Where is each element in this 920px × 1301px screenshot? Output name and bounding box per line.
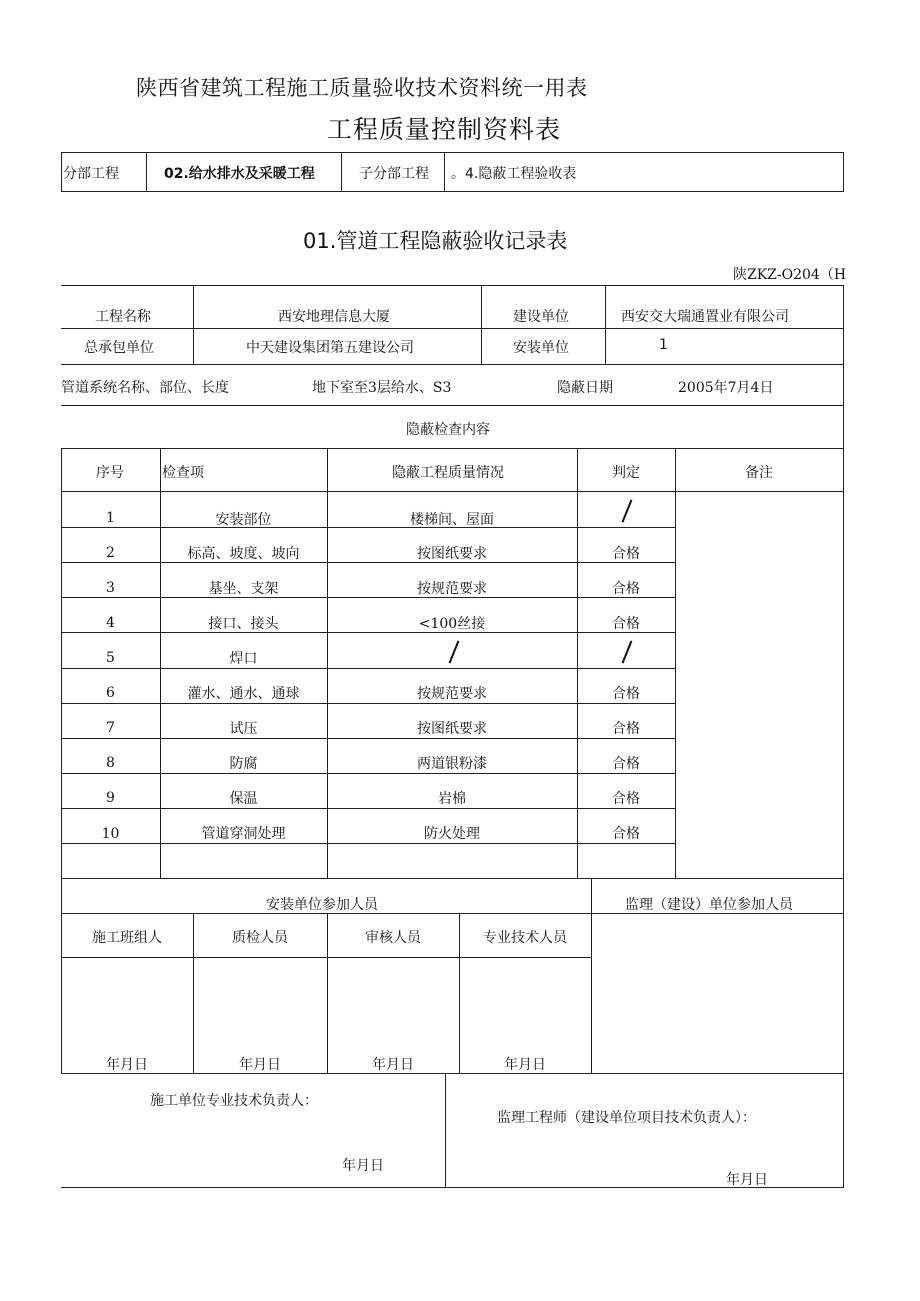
contractor-value: 中天建设集团第五建设公司 — [246, 340, 414, 356]
row-no: 7 — [106, 720, 115, 736]
row-judge: 合格 — [612, 546, 640, 562]
row-judge: 合格 — [612, 721, 640, 737]
row-quality: 楼梯间、屋面 — [410, 512, 494, 528]
date-team-leader: 年月日 — [106, 1057, 148, 1073]
supervisor-participants-title: 监理（建设）单位参加人员 — [625, 897, 793, 913]
row-no: 4 — [106, 615, 115, 631]
owner-label: 建设单位 — [513, 309, 569, 325]
section-title: 隐蔽检查内容 — [406, 422, 490, 438]
row-item: 标高、坡度、坡向 — [187, 546, 300, 562]
division-label: 分部工程 — [63, 166, 119, 182]
header-remark: 备注 — [745, 465, 773, 481]
row-quality: <100丝接 — [418, 616, 486, 632]
contractor-tech-lead-label: 施工单位专业技术负责人： — [150, 1093, 318, 1109]
owner-value: 西安交大瑞通置业有限公司 — [621, 309, 789, 325]
division-value: 02.给水排水及采暖工程 — [164, 166, 315, 182]
date-quality-inspector: 年月日 — [239, 1057, 281, 1073]
row-judge: 合格 — [612, 791, 640, 807]
row-no: 1 — [106, 510, 115, 526]
row-item: 防腐 — [229, 756, 258, 772]
slash-mark — [622, 640, 633, 663]
role-tech-staff: 专业技术人员 — [483, 930, 567, 946]
contractor-label: 总承包单位 — [84, 340, 154, 356]
header-judge: 判定 — [612, 465, 640, 481]
row-item: 管道穿洞处理 — [201, 826, 286, 842]
supervising-engineer-date: 年月日 — [726, 1172, 768, 1188]
row-item: 焊口 — [229, 651, 258, 667]
row-quality: 岩棉 — [438, 791, 466, 807]
subdivision-label: 子分部工程 — [359, 166, 429, 182]
row-judge: 合格 — [612, 826, 640, 842]
role-reviewer: 审核人员 — [365, 930, 421, 946]
row-no: 2 — [106, 545, 115, 561]
row-item: 灌水、通水、通球 — [187, 686, 300, 702]
project-name-label: 工程名称 — [95, 309, 151, 325]
header-quality: 隐蔽工程质量情况 — [392, 465, 504, 481]
role-team-leader: 施工班组人 — [92, 930, 162, 946]
row-quality: 按图纸要求 — [417, 546, 487, 562]
row-item: 基坐、支架 — [208, 581, 279, 597]
hidden-date-value: 2005年7月4日 — [678, 380, 774, 396]
system-value: 地下室至3层给水、S3 — [312, 380, 452, 396]
row-no: 6 — [106, 685, 115, 701]
header-item: 检查项 — [162, 465, 204, 481]
row-quality: 按图纸要求 — [417, 721, 487, 737]
role-quality-inspector: 质检人员 — [232, 930, 288, 946]
row-judge: 合格 — [612, 756, 640, 772]
row-quality: 防火处理 — [424, 826, 480, 842]
row-judge: 合格 — [612, 686, 640, 702]
slash-mark — [622, 499, 633, 522]
row-item: 安装部位 — [215, 512, 272, 528]
hidden-date-label: 隐蔽日期 — [557, 380, 613, 396]
form-title: 01.管道工程隐蔽验收记录表 — [303, 229, 568, 253]
row-item: 接口、接头 — [208, 616, 279, 632]
row-judge: 合格 — [612, 581, 640, 597]
installer-participants-title: 安装单位参加人员 — [266, 897, 378, 913]
subdivision-value: 。4.隐蔽工程验收表 — [451, 166, 577, 182]
row-quality: 按规范要求 — [417, 581, 487, 597]
date-tech-staff: 年月日 — [504, 1057, 546, 1073]
row-no: 3 — [106, 580, 115, 596]
contractor-tech-lead-date: 年月日 — [342, 1158, 384, 1174]
row-no: 5 — [106, 650, 115, 666]
installer-value: 1 — [659, 337, 668, 353]
row-judge: 合格 — [612, 616, 640, 632]
document-subtitle: 工程质量控制资料表 — [327, 115, 562, 144]
date-reviewer: 年月日 — [372, 1057, 414, 1073]
row-no: 9 — [106, 790, 115, 806]
system-label: 管道系统名称、部位、长度 — [61, 380, 229, 396]
row-no: 10 — [101, 826, 120, 842]
slash-mark — [449, 640, 460, 663]
installer-label: 安装单位 — [513, 340, 569, 356]
row-item: 试压 — [229, 721, 258, 737]
row-no: 8 — [106, 755, 115, 771]
row-item: 保温 — [229, 791, 258, 807]
project-name-value: 西安地理信息大厦 — [278, 309, 390, 325]
form-code: 陕ZKZ-O204（H — [733, 267, 847, 283]
row-quality: 两道银粉漆 — [417, 756, 487, 772]
document-title: 陕西省建筑工程施工质量验收技术资料统一用表 — [136, 76, 588, 100]
row-quality: 按规范要求 — [417, 686, 487, 702]
header-no: 序号 — [96, 465, 124, 481]
supervising-engineer-label: 监理工程师（建设单位项目技术负责人）： — [497, 1110, 756, 1126]
